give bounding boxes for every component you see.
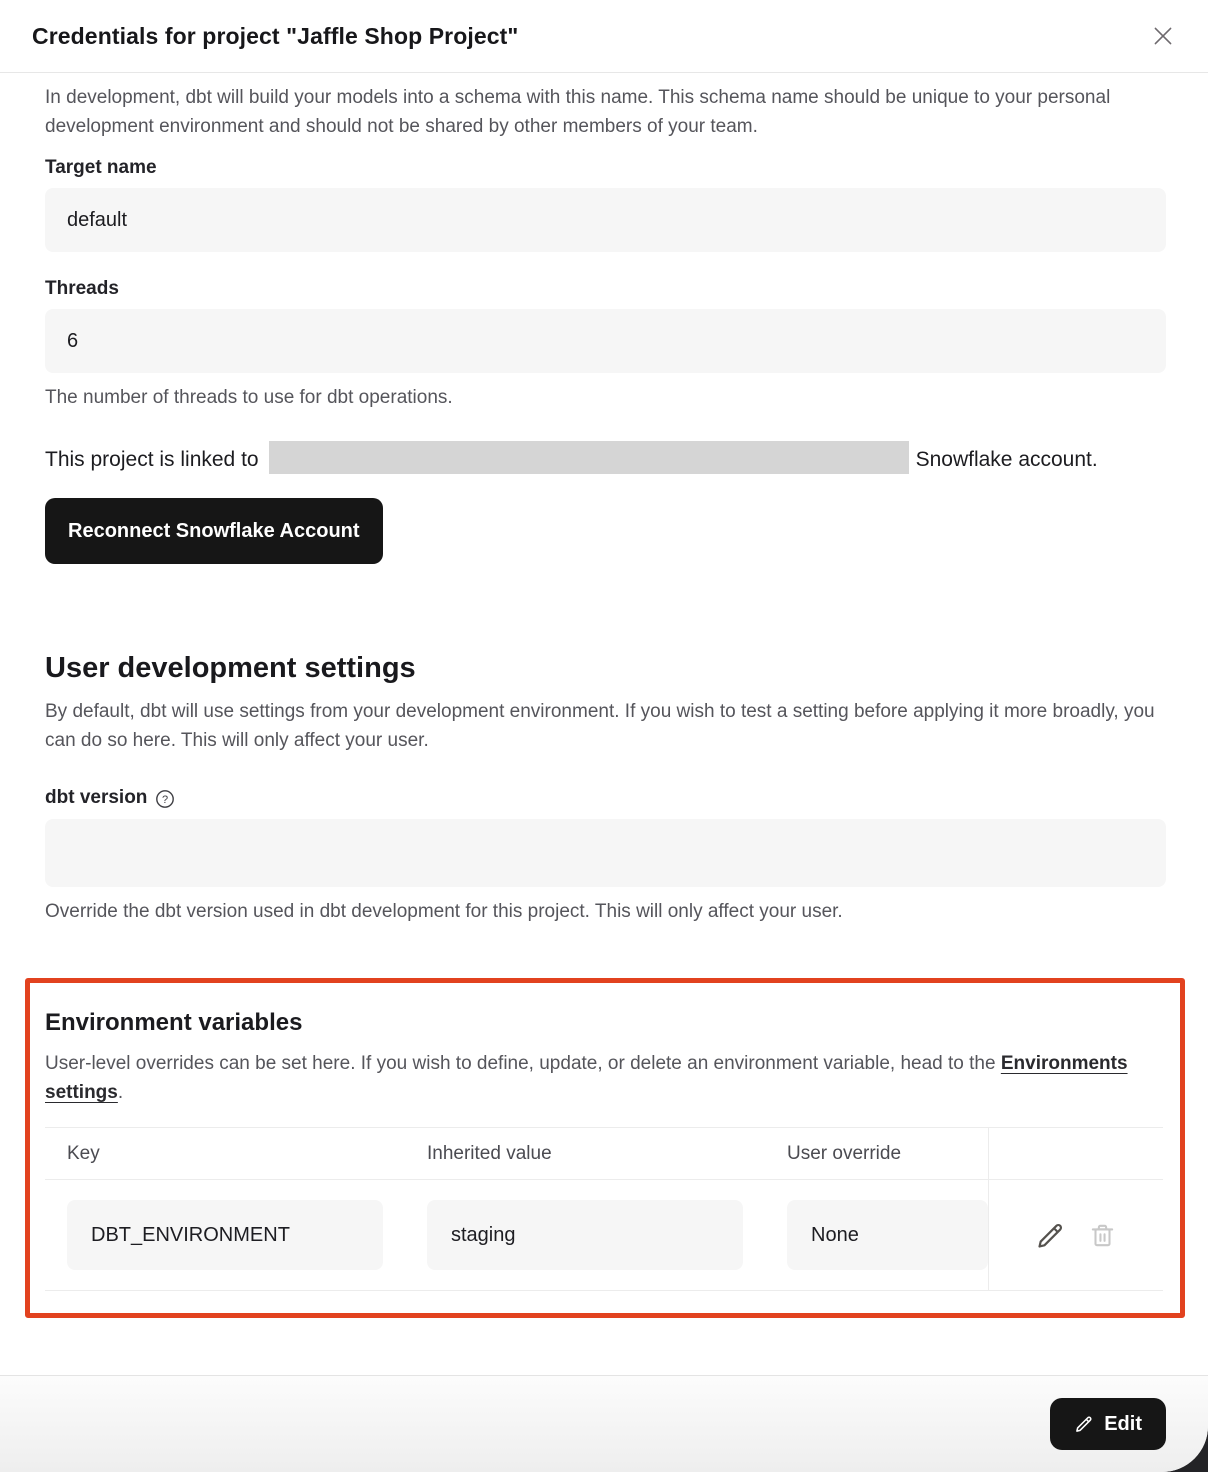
environments-settings-link[interactable]: Environments settings (45, 1053, 1128, 1103)
env-description-prefix: User-level overrides can be set here. If you wish to define, update, or delete an environment variable, head to the (45, 1053, 1001, 1074)
env-inherited-value: staging (427, 1200, 743, 1270)
help-icon[interactable] (155, 789, 175, 809)
environment-variables-table (45, 1127, 1163, 1291)
linked-account-text (45, 441, 1166, 478)
environment-variables-heading: Environment variables (45, 1009, 303, 1036)
env-row-override-cell (765, 1180, 988, 1290)
env-row-actions-cell (988, 1180, 1163, 1290)
environment-variables-highlight-box (25, 978, 1185, 1318)
reconnect-snowflake-button[interactable]: Reconnect Snowflake Account (45, 498, 383, 564)
threads-label: Threads (45, 278, 119, 299)
user-development-settings-heading: User development settings (45, 652, 416, 684)
env-description-suffix: . (117, 1082, 124, 1103)
linked-account-text-after: Snowflake account. (915, 448, 1098, 471)
svg-text:?: ? (162, 794, 169, 806)
pencil-icon (1035, 1220, 1066, 1251)
target-name-input[interactable] (45, 188, 1166, 252)
redacted-account-name (269, 441, 909, 474)
env-table-header-override: User override (787, 1142, 902, 1164)
env-table-header-inherited: Inherited value (427, 1142, 552, 1164)
pencil-icon (1074, 1414, 1094, 1434)
env-table-header-row (45, 1127, 1163, 1180)
dbt-version-input[interactable] (45, 819, 1166, 887)
modal-header (0, 0, 1208, 73)
target-name-label: Target name (45, 157, 157, 178)
linked-account-text-before: This project is linked to (45, 448, 259, 471)
env-row-inherited-cell (405, 1180, 765, 1290)
dbt-version-label: dbt version (45, 787, 148, 808)
edit-variable-button[interactable] (1035, 1220, 1066, 1251)
modal-footer (0, 1375, 1208, 1472)
close-button[interactable] (1148, 21, 1178, 51)
threads-input[interactable] (45, 309, 1166, 373)
modal-body (0, 83, 1208, 1318)
edit-button-label: Edit (1104, 1412, 1142, 1435)
environment-variables-description (45, 1049, 1155, 1107)
table-row (45, 1180, 1163, 1291)
threads-help-text: The number of threads to use for dbt operations. (45, 387, 453, 408)
env-user-override-value: None (787, 1200, 988, 1270)
env-row-key-cell (45, 1180, 405, 1290)
modal-title: Credentials for project "Jaffle Shop Project" (32, 22, 519, 49)
user-development-settings-description: By default, dbt will use settings from your development environment. If you wish to test a setting before applying it more broadly, you can do so here. This will only affect your user. (45, 701, 1155, 751)
dbt-version-label-row (45, 787, 1166, 809)
env-table-header-key: Key (67, 1142, 100, 1164)
close-icon (1150, 23, 1176, 49)
schema-description: In development, dbt will build your models into a schema with this name. This schema name should be unique to your personal development environment and should not be shared by other members of your team. (45, 87, 1111, 137)
dbt-version-help-text: Override the dbt version used in dbt development for this project. This will only affect your user. (45, 901, 843, 922)
delete-variable-button[interactable] (1088, 1221, 1117, 1250)
env-table-header-actions (988, 1128, 1163, 1179)
env-key-value: DBT_ENVIRONMENT (67, 1200, 383, 1270)
trash-icon (1088, 1221, 1117, 1250)
edit-button[interactable] (1050, 1398, 1166, 1450)
